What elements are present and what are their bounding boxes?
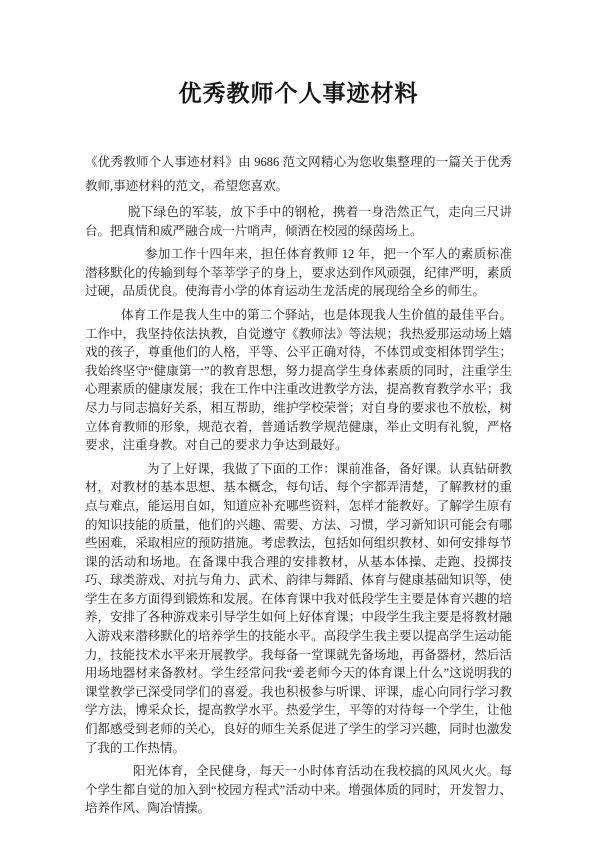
paragraph-source-note: 《优秀教师个人事迹材料》由 9686 范文网精心为您收集整理的一篇关于优秀教师,事迹材料的范文，希望您喜欢。 bbox=[85, 155, 512, 193]
paragraph-work-ethic: 体育工作是我人生中的第二个驿站，也是体现我人生价值的最佳平台。工作中，我坚持依法执教，自觉遵守《教师法》等法规；我热爱那运动场上嬉戏的孩子，尊重他们的人格，平等、公平正确对待，不体罚或变相体罚学生；我始终坚守“健康第一”的教育思想，努力提高学生身体素质的同时，注重学生心理素质的健康发展；我在工作中注重改进教学方法，提高教育教学水平；我尽力与同志搞好关系，相互帮助，维护学校荣誉；对自身的要求也不放松，树立体育教师的形象，规范衣着，普通话教学规范健康，举止文明有礼貌，严格要求，注重身教。对自己的要求力争达到最好。 bbox=[85, 307, 512, 453]
paragraph-opening: 脱下绿色的军装，放下手中的钢枪，携着一身浩然正气，走向三尺讲台。把真情和威严融合成一片哨声，倾洒在校园的绿茵场上。 bbox=[85, 205, 512, 238]
paragraph-sunshine-sports: 阳光体育，全民健身，每天一小时体育活动在我校搞的风风火火。每个学生都自觉的加入到“校园方程式”活动中来。增强体质的同时，开发智力、培养作风、陶冶情操。 bbox=[85, 764, 512, 816]
document-title: 优秀教师个人事迹材料 bbox=[178, 81, 419, 106]
paragraph-career: 参加工作十四年来，担任体育教师 12 年，把一个军人的素质标准潜移默化的传输到每个莘莘学子的身上，要求达到作风顽强，纪律严明，素质过硬，品质优良。使海青小学的体育运动生龙活虎的展现给全乡的师生。 bbox=[85, 247, 512, 299]
paragraph-teaching-preparation: 为了上好课，我做了下面的工作：课前准备，备好课。认真钻研教材，对教材的基本思想、基本概念，每句话、每个字都弄清楚，了解教材的重点与难点，能运用自如，知道应补充哪些资料，怎样才能教好。了解学生原有的知识技能的质量，他们的兴趣、需要、方法、习惯，学习新知识可能会有哪些困难，采取相应的预防措施。考虑教法，包括如何组织教材、如何安排每节课的活动和场地。在备课中我合理的安排教材，从基本体操、走跑、投掷技巧、球类游戏、对抗与角力、武术、韵律与舞蹈、体育与健康基础知识等，使学生在多方面得到锻炼和发展。在体育课中我对低段学生主要是体育兴趣的培养，安排了各种游戏来引导学生如何上好体育课；中段学生我主要是将教材融入游戏来潜移默化的培养学生的技能水平。高段学生我主要以提高学生运动能力，技能技术水平来开展教学。我每备一堂课就先备场地，再备器材，然后活用场地器材来备教材。学生经常问我“姜老师今天的体育课上什么”这说明我的课堂教学已深受同学们的喜爱。我也积极参与听课、评课，虚心向同行学习教学方法，博采众长，提高教学水平。热爱学生，平等的对待每一个学生，让他们都感受到老师的关心，良好的师生关系促进了学生的学习兴趣，同时也激发了我的工作热情。 bbox=[85, 461, 512, 755]
